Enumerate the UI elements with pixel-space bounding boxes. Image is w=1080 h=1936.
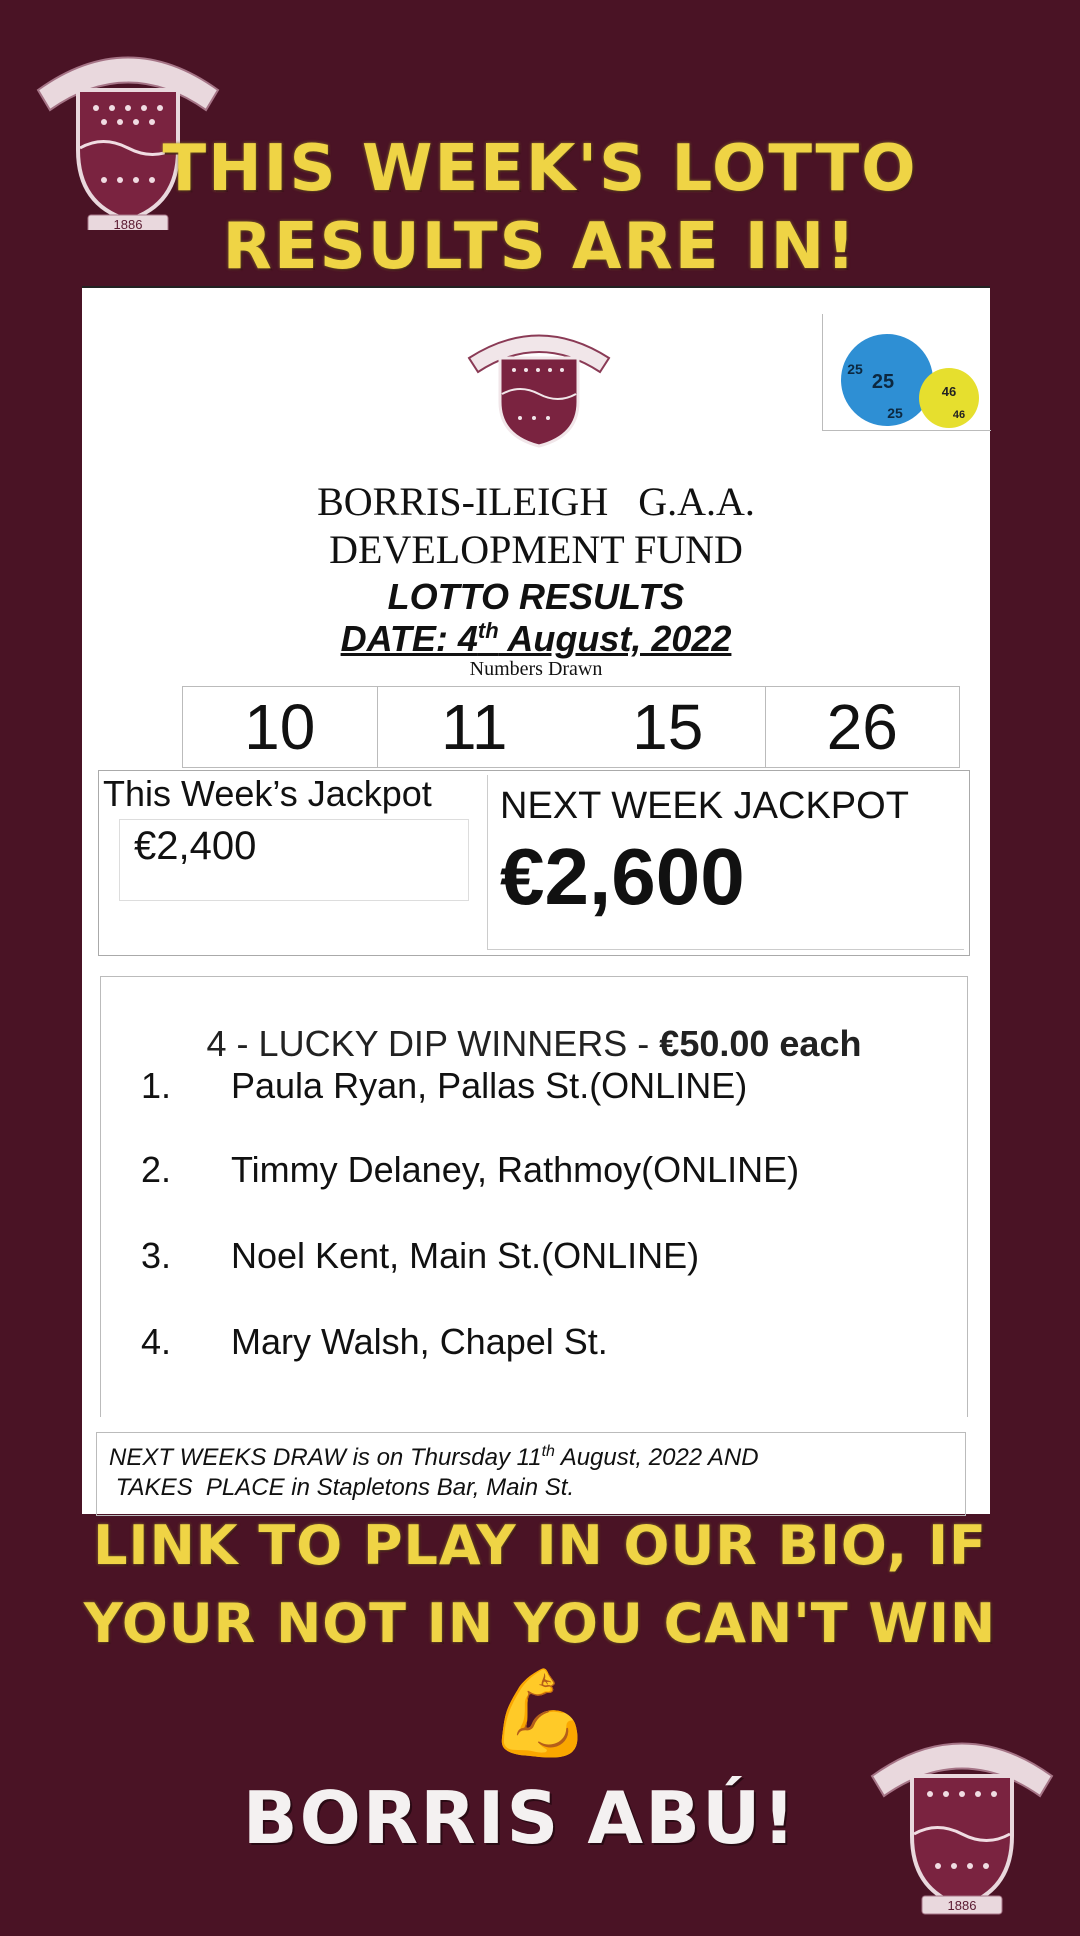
play-link-line1: LINK TO PLAY IN OUR BIO, IF: [93, 1514, 987, 1577]
winner-index: 2.: [141, 1149, 172, 1190]
draw-date: DATE: 4th August, 2022: [340, 618, 732, 659]
winner-index: 1.: [141, 1065, 172, 1106]
drawn-number: 15: [632, 691, 704, 763]
jackpot-section: [98, 770, 970, 956]
winner-name: Noel Kent, Main St.(ONLINE): [231, 1235, 700, 1276]
lotto-results-card: [82, 286, 990, 1514]
lucky-dip-winners: [100, 976, 968, 1417]
this-week-jackpot-box: [119, 819, 469, 901]
ball-number: 25: [887, 405, 903, 421]
play-link-line2: YOUR NOT IN YOU CAN'T WIN: [83, 1592, 997, 1655]
club-crest-center: [464, 318, 614, 450]
winner-index: 3.: [141, 1235, 172, 1276]
next-week-jackpot-box: [487, 775, 964, 950]
winner-row: [141, 1321, 608, 1363]
club-name: BORRIS-ILEIGH G.A.A.: [317, 479, 755, 524]
fund-name: DEVELOPMENT FUND: [329, 527, 743, 572]
ball-number: 25: [871, 371, 895, 393]
winner-name: Mary Walsh, Chapel St.: [231, 1321, 608, 1362]
winner-name: Paula Ryan, Pallas St.(ONLINE): [231, 1065, 748, 1106]
numbers-drawn-label: Numbers Drawn: [469, 658, 603, 680]
crest-year: 1886: [113, 217, 143, 230]
lotto-results-title: LOTTO RESULTS: [387, 576, 685, 617]
crest-year: 1886: [947, 1898, 977, 1913]
winner-name: Timmy Delaney, Rathmoy(ONLINE): [231, 1149, 800, 1190]
winner-row: [141, 1235, 699, 1277]
next-week-jackpot-label: NEXT WEEK JACKPOT: [500, 785, 909, 827]
next-week-jackpot-value: €2,600: [500, 832, 745, 921]
winner-row: [141, 1065, 747, 1107]
winner-row: [141, 1149, 799, 1191]
winner-index: 4.: [141, 1321, 172, 1362]
lotto-balls-image: [822, 314, 991, 431]
this-week-jackpot-value: €2,400: [134, 824, 257, 868]
drawn-number: 10: [244, 691, 316, 763]
this-week-jackpot-label: This Week’s Jackpot: [103, 773, 432, 814]
ball-number: 46: [952, 409, 966, 421]
drawn-number: 26: [765, 687, 960, 767]
drawn-number: 11: [377, 687, 572, 767]
flexed-arm-icon: 💪: [487, 1666, 593, 1760]
club-crest-bottom-right: [862, 1716, 1062, 1916]
borris-abu-slogan: BORRIS ABÚ!: [242, 1776, 798, 1860]
next-draw-note: [96, 1432, 966, 1516]
headline-line1: THIS WEEK'S LOTTO: [162, 132, 918, 206]
numbers-drawn-row: [182, 686, 960, 768]
winners-heading: 4 - LUCKY DIP WINNERS - €50.00 each: [206, 1023, 862, 1064]
ball-number: 46: [941, 384, 957, 399]
next-draw-text: NEXT WEEKS DRAW is on Thursday 11th August, 2022 AND TAKES PLACE in Stapletons Bar, Main St.: [109, 1443, 759, 1501]
headline-line2: RESULTS ARE IN!: [222, 210, 858, 284]
ball-number: 25: [847, 361, 863, 377]
